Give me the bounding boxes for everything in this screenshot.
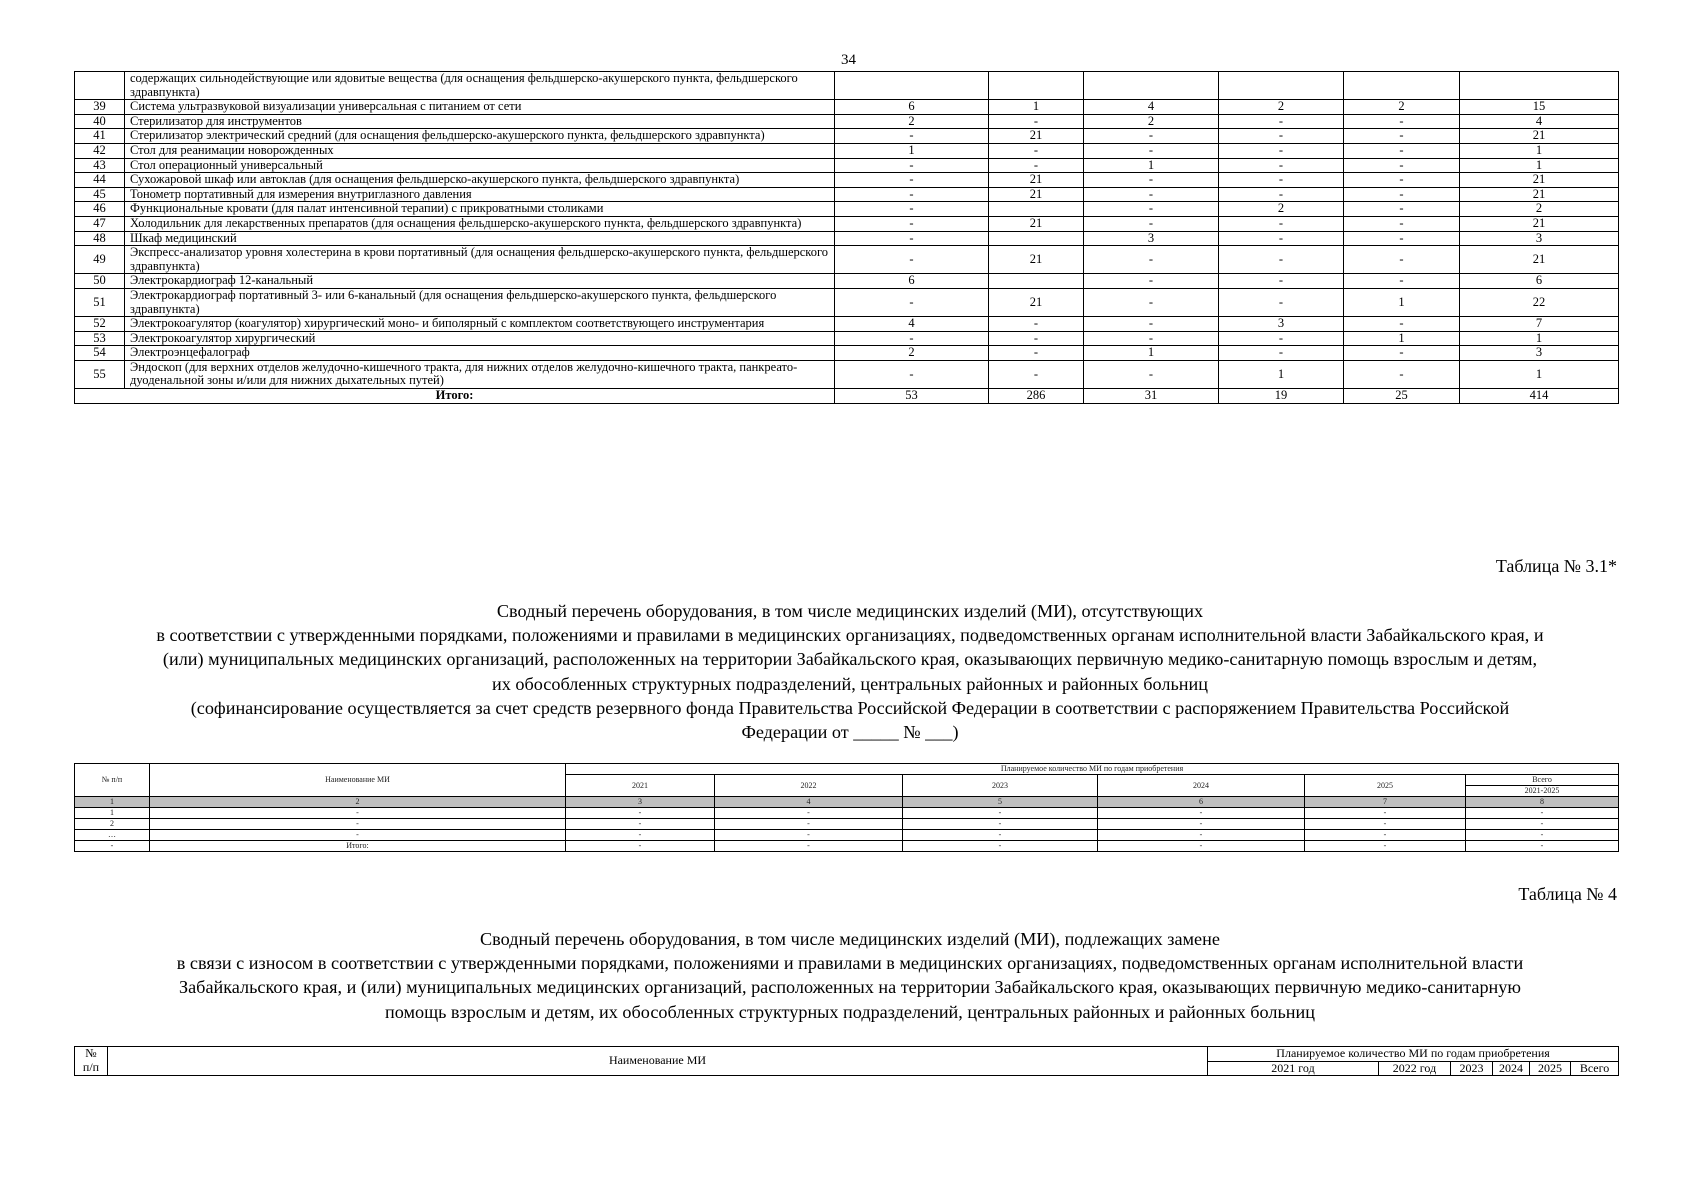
table-cell: -: [1305, 808, 1466, 819]
table-row: [75, 72, 1619, 100]
table-4-label: Таблица № 4: [1518, 884, 1617, 904]
row-value: -: [1219, 129, 1344, 144]
table-cell: -: [715, 830, 903, 841]
table-cell: -: [566, 819, 715, 830]
header-name: Наименование МИ: [108, 1047, 1208, 1076]
row-value: -: [1344, 216, 1460, 231]
title-line: Забайкальского края, и (или) муниципальных медицинских организаций, расположенных на территории Забайкальского края, оказывающих первичную медико-санитарную: [179, 977, 1521, 998]
row-value: 2: [1344, 100, 1460, 115]
row-value: -: [1344, 317, 1460, 332]
total-value: 286: [989, 389, 1084, 404]
row-value: -: [1084, 173, 1219, 188]
table-row: [75, 202, 1619, 217]
row-name: Сухожаровой шкаф или автоклав (для оснащения фельдшерско-акушерского пункта, фельдшерского здравпункта): [125, 173, 835, 188]
row-value: 21: [989, 288, 1084, 316]
row-value: 1: [1084, 346, 1219, 361]
row-value: 6: [835, 100, 989, 115]
row-number: 45: [75, 187, 125, 202]
row-value: 6: [835, 274, 989, 289]
row-number: 42: [75, 143, 125, 158]
table-cell: -: [715, 808, 903, 819]
table-row: [75, 114, 1619, 129]
row-value: 4: [1460, 114, 1619, 129]
row-value: -: [1344, 360, 1460, 388]
total-row: [75, 389, 1619, 404]
row-value: -: [835, 246, 989, 274]
row-value: -: [1219, 114, 1344, 129]
row-value: -: [1344, 246, 1460, 274]
table-row: [75, 830, 1619, 841]
row-value: -: [1219, 346, 1344, 361]
table-row: [75, 187, 1619, 202]
table-cell: -: [566, 808, 715, 819]
row-value: 7: [1460, 317, 1619, 332]
row-value: 3: [1219, 317, 1344, 332]
row-name: Электроэнцефалограф: [125, 346, 835, 361]
table-row: [75, 173, 1619, 188]
row-name: Система ультразвуковой визуализации универсальная с питанием от сети: [125, 100, 835, 115]
table-row: [75, 129, 1619, 144]
total-label: Итого:: [75, 389, 835, 404]
header-year: 2024: [1098, 775, 1305, 797]
row-value: -: [835, 331, 989, 346]
title-line: их обособленных структурных подразделений, центральных районных и районных больниц: [492, 673, 1208, 694]
table-cell: -: [150, 808, 566, 819]
row-value: 22: [1460, 288, 1619, 316]
table-cell: -: [1098, 841, 1305, 852]
row-value: 1: [1460, 331, 1619, 346]
table-cell: -: [903, 841, 1098, 852]
table-cell: -: [1466, 841, 1619, 852]
row-number: 46: [75, 202, 125, 217]
row-value: -: [835, 360, 989, 388]
row-value: [989, 231, 1084, 246]
header-year: 2023: [903, 775, 1098, 797]
table-cell: -: [903, 819, 1098, 830]
row-name: Стол для реанимации новорожденных: [125, 143, 835, 158]
row-value: -: [1084, 202, 1219, 217]
total-value: 414: [1460, 389, 1619, 404]
row-value: 3: [1084, 231, 1219, 246]
row-value: 1: [1084, 158, 1219, 173]
row-value: -: [1219, 158, 1344, 173]
row-value: -: [989, 360, 1084, 388]
total-value: 31: [1084, 389, 1219, 404]
row-value: -: [989, 317, 1084, 332]
row-value: 21: [989, 173, 1084, 188]
row-value: -: [835, 288, 989, 316]
row-value: 2: [1460, 202, 1619, 217]
row-value: -: [1344, 346, 1460, 361]
table-3-1-title: [80, 599, 1620, 744]
row-number: 48: [75, 231, 125, 246]
table-cell: -: [150, 819, 566, 830]
table-cell: -: [1305, 830, 1466, 841]
row-name: Функциональные кровати (для палат интенсивной терапии) с прикроватными столиками: [125, 202, 835, 217]
row-value: -: [1344, 202, 1460, 217]
column-index: 5: [903, 797, 1098, 808]
table-row: [75, 331, 1619, 346]
table-row: [75, 346, 1619, 361]
column-index: 8: [1466, 797, 1619, 808]
row-number: 52: [75, 317, 125, 332]
row-value: -: [989, 143, 1084, 158]
title-line: в связи с износом в соответствии с утвержденными порядками, положениями и правилами в медицинских организациях, подведомственных органам исполнительной власти: [176, 953, 1524, 974]
table-cell: Итого:: [150, 841, 566, 852]
header-num: № п/п: [75, 764, 150, 797]
row-value: -: [1084, 129, 1219, 144]
row-value: 1: [1344, 288, 1460, 316]
row-value: -: [835, 129, 989, 144]
page-number: 34: [841, 52, 856, 68]
row-value: -: [1219, 274, 1344, 289]
row-number: 39: [75, 100, 125, 115]
row-value: 1: [1460, 360, 1619, 388]
header-year: 2023: [1451, 1061, 1493, 1076]
table-row: [75, 288, 1619, 316]
header-year: 2021 год: [1208, 1061, 1379, 1076]
row-number: 40: [75, 114, 125, 129]
row-number: 41: [75, 129, 125, 144]
row-value: -: [1219, 143, 1344, 158]
header-name: Наименование МИ: [150, 764, 566, 797]
table-cell: -: [1466, 808, 1619, 819]
row-name: Шкаф медицинский: [125, 231, 835, 246]
table-cell: -: [1098, 808, 1305, 819]
column-index-row: [75, 797, 1619, 808]
table-row: [75, 274, 1619, 289]
table-4: [74, 1046, 1619, 1076]
row-value: -: [1219, 216, 1344, 231]
row-value: -: [1344, 231, 1460, 246]
table-cell: -: [566, 841, 715, 852]
row-name: Электрокардиограф портативный 3- или 6-канальный (для оснащения фельдшерско-акушерского пункта, фельдшерского здравпункта): [125, 288, 835, 316]
row-value: 21: [989, 216, 1084, 231]
total-value: 53: [835, 389, 989, 404]
header-row: [75, 1047, 1619, 1062]
header-year: 2024: [1493, 1061, 1530, 1076]
row-name: Электрокоагулятор хирургический: [125, 331, 835, 346]
title-line: Федерации от _____ № ___): [741, 722, 959, 743]
header-total: [1466, 775, 1619, 797]
table-row: [75, 841, 1619, 852]
row-name: Электрокоагулятор (коагулятор) хирургический моно- и биполярный с комплектом соответствующего инструментария: [125, 317, 835, 332]
row-value: -: [989, 331, 1084, 346]
row-value: 4: [1084, 100, 1219, 115]
row-value: [989, 274, 1084, 289]
table-row: [75, 216, 1619, 231]
row-name: Электрокардиограф 12-канальный: [125, 274, 835, 289]
row-value: 21: [1460, 173, 1619, 188]
row-value: -: [1344, 143, 1460, 158]
header-year: 2025: [1305, 775, 1466, 797]
header-planned: Планируемое количество МИ по годам приобретения: [1208, 1047, 1619, 1062]
table-cell: 1: [75, 808, 150, 819]
row-number: 49: [75, 246, 125, 274]
row-value: -: [1344, 129, 1460, 144]
title-line: в соответствии с утвержденными порядками, положениями и правилами в медицинских организациях, подведомственных органам исполнительной власти Забайкальского края, и: [156, 625, 1544, 646]
title-line: (софинансирование осуществляется за счет средств резервного фонда Правительства Российской Федерации в соответствии с распоряжением Правительства Российской: [190, 697, 1510, 718]
row-name: Эндоскоп (для верхних отделов желудочно-кишечного тракта, для нижних отделов желудочно-кишечного тракта, панкреато-дуоденальной зоны и/или для нижних дыхательных путей): [125, 360, 835, 388]
row-value: 15: [1460, 100, 1619, 115]
row-value: -: [1344, 173, 1460, 188]
table-row: [75, 100, 1619, 115]
header-year: 2022: [715, 775, 903, 797]
row-value: 2: [835, 114, 989, 129]
header-year: 2021: [566, 775, 715, 797]
row-value: -: [1084, 143, 1219, 158]
title-line: Сводный перечень оборудования, в том числе медицинских изделий (МИ), отсутствующих: [496, 601, 1204, 621]
table-cell: -: [1466, 830, 1619, 841]
row-name: Стол операционный универсальный: [125, 158, 835, 173]
row-value: -: [1219, 173, 1344, 188]
table-cell: -: [1466, 819, 1619, 830]
row-number: 54: [75, 346, 125, 361]
row-value: 21: [989, 129, 1084, 144]
row-value: -: [1344, 114, 1460, 129]
equipment-table-continuation: [74, 71, 1619, 404]
row-name: Стерилизатор электрический средний (для оснащения фельдшерско-акушерского пункта, фельдшерского здравпункта): [125, 129, 835, 144]
header-total-range: 2021-2025: [1524, 786, 1560, 795]
row-value: 21: [989, 187, 1084, 202]
table-row: [75, 158, 1619, 173]
row-value: [989, 202, 1084, 217]
row-value: -: [1219, 246, 1344, 274]
total-value: 19: [1219, 389, 1344, 404]
row-value: 2: [1219, 202, 1344, 217]
table-3-1: [74, 763, 1619, 852]
table-row: [75, 231, 1619, 246]
row-value: -: [835, 231, 989, 246]
row-value: 3: [1460, 346, 1619, 361]
column-index: 3: [566, 797, 715, 808]
header-year: 2025: [1530, 1061, 1571, 1076]
row-number: 51: [75, 288, 125, 316]
row-value: -: [1344, 187, 1460, 202]
row-value: -: [1219, 288, 1344, 316]
column-index: 6: [1098, 797, 1305, 808]
row-number: 55: [75, 360, 125, 388]
row-value: -: [835, 202, 989, 217]
row-value: -: [989, 158, 1084, 173]
table-cell: -: [1098, 819, 1305, 830]
row-value: 1: [989, 100, 1084, 115]
table-cell: -: [903, 830, 1098, 841]
row-value: -: [1084, 317, 1219, 332]
row-value: 2: [1219, 100, 1344, 115]
header-num: п/п: [75, 1061, 108, 1076]
row-value: -: [1084, 360, 1219, 388]
table-cell: -: [1305, 819, 1466, 830]
table-row: [75, 819, 1619, 830]
total-value: 25: [1344, 389, 1460, 404]
row-value: -: [835, 158, 989, 173]
table-cell: -: [903, 808, 1098, 819]
header-row: [75, 764, 1619, 775]
title-line: помощь взрослым и детям, их обособленных структурных подразделений, центральных районных и районных больниц: [385, 1001, 1315, 1022]
table-cell: 2: [75, 819, 150, 830]
row-value: -: [1084, 216, 1219, 231]
header-total: Всего: [1571, 1061, 1619, 1076]
row-name: Стерилизатор для инструментов: [125, 114, 835, 129]
row-value: 21: [1460, 187, 1619, 202]
row-value: -: [835, 187, 989, 202]
table-cell: -: [75, 841, 150, 852]
row-value: -: [1219, 231, 1344, 246]
row-value: 4: [835, 317, 989, 332]
table-cell: -: [566, 830, 715, 841]
row-value: 6: [1460, 274, 1619, 289]
row-value: 2: [1084, 114, 1219, 129]
row-value: -: [1084, 274, 1219, 289]
row-name: содержащих сильнодействующие или ядовитые вещества (для оснащения фельдшерско-акушерского пункта, фельдшерского здравпункта): [125, 72, 835, 100]
row-value: 21: [1460, 129, 1619, 144]
row-value: -: [1344, 158, 1460, 173]
column-index: 1: [75, 797, 150, 808]
row-value: -: [989, 114, 1084, 129]
row-value: -: [1344, 274, 1460, 289]
header-planned: Планируемое количество МИ по годам приобретения: [566, 764, 1619, 775]
row-number: 47: [75, 216, 125, 231]
row-value: -: [1084, 187, 1219, 202]
table-cell: -: [715, 841, 903, 852]
row-value: 2: [835, 346, 989, 361]
header-num: №: [75, 1047, 108, 1062]
header-total-label: Всего: [1466, 775, 1618, 786]
row-value: 21: [1460, 246, 1619, 274]
row-value: 3: [1460, 231, 1619, 246]
row-number: 53: [75, 331, 125, 346]
table-3-1-label: Таблица № 3.1*: [1495, 556, 1617, 576]
title-line: Сводный перечень оборудования, в том числе медицинских изделий (МИ), подлежащих замене: [480, 929, 1220, 949]
table-row: [75, 808, 1619, 819]
row-name: Холодильник для лекарственных препаратов (для оснащения фельдшерско-акушерского пункта, фельдшерского здравпункта): [125, 216, 835, 231]
row-value: -: [1219, 187, 1344, 202]
row-value: 21: [1460, 216, 1619, 231]
row-value: -: [989, 346, 1084, 361]
table-row: [75, 317, 1619, 332]
column-index: 4: [715, 797, 903, 808]
row-value: -: [835, 173, 989, 188]
row-number: 43: [75, 158, 125, 173]
row-value: 1: [1460, 158, 1619, 173]
row-name: Экспресс-анализатор уровня холестерина в крови портативный (для оснащения фельдшерско-акушерского пункта, фельдшерского здравпункта): [125, 246, 835, 274]
row-value: 1: [1344, 331, 1460, 346]
row-value: -: [1219, 331, 1344, 346]
row-value: -: [1084, 331, 1219, 346]
table-cell: -: [150, 830, 566, 841]
row-value: 1: [835, 143, 989, 158]
title-line: (или) муниципальных медицинских организаций, расположенных на территории Забайкальского края, оказывающих первичную медико-санитарную помощь взрослым и детям,: [162, 649, 1538, 670]
column-index: 7: [1305, 797, 1466, 808]
row-value: -: [1084, 246, 1219, 274]
table-row: [75, 246, 1619, 274]
table-cell: -: [715, 819, 903, 830]
row-value: -: [835, 216, 989, 231]
column-index: 2: [150, 797, 566, 808]
table-row: [75, 360, 1619, 388]
row-number: 44: [75, 173, 125, 188]
table-cell: -: [1098, 830, 1305, 841]
row-value: -: [1084, 288, 1219, 316]
table-4-title: [80, 927, 1620, 1024]
row-value: 21: [989, 246, 1084, 274]
table-cell: …: [75, 830, 150, 841]
table-row: [75, 143, 1619, 158]
row-value: 1: [1219, 360, 1344, 388]
header-year: 2022 год: [1379, 1061, 1451, 1076]
row-value: 1: [1460, 143, 1619, 158]
table-cell: -: [1305, 841, 1466, 852]
row-name: Тонометр портативный для измерения внутриглазного давления: [125, 187, 835, 202]
row-number: 50: [75, 274, 125, 289]
